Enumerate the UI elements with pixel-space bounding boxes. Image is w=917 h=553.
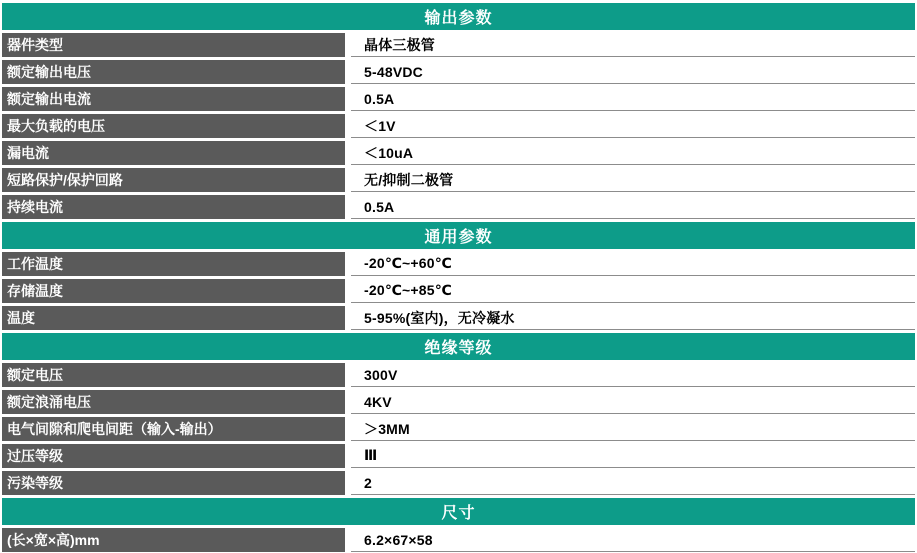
section-title: 绝缘等级 (424, 340, 493, 357)
row-label: 持续电流 (2, 195, 345, 219)
section-header (2, 222, 915, 249)
row-label: 漏电流 (2, 141, 345, 165)
table-row (2, 114, 915, 138)
row-value: 晶体三极管 (351, 33, 915, 57)
row-value: Ⅲ (351, 444, 915, 468)
row-value: -20℃~+85℃ (351, 279, 915, 303)
table-row (2, 168, 915, 192)
section-title: 通用参数 (424, 229, 493, 246)
row-value: -20℃~+60℃ (351, 252, 915, 276)
row-value: 6.2×67×58 (351, 528, 915, 552)
table-row (2, 141, 915, 165)
row-label: 额定输出电流 (2, 87, 345, 111)
section-title: 输出参数 (424, 10, 493, 27)
row-value: 0.5A (351, 195, 915, 219)
row-value: 5-48VDC (351, 60, 915, 84)
table-row (2, 60, 915, 84)
row-value: 300V (351, 363, 915, 387)
row-value: 2 (351, 471, 915, 495)
row-label: 额定输出电压 (2, 60, 345, 84)
row-label: 温度 (2, 306, 345, 330)
row-label: 存储温度 (2, 279, 345, 303)
row-label: 电气间隙和爬电间距（输入-输出） (2, 417, 345, 441)
row-label: 额定电压 (2, 363, 345, 387)
table-row (2, 528, 915, 552)
table-row (2, 363, 915, 387)
section-header (2, 3, 915, 30)
spec-table (2, 3, 915, 552)
table-row (2, 33, 915, 57)
row-label: 额定浪涌电压 (2, 390, 345, 414)
row-value: ＜1V (351, 114, 915, 138)
row-value: ＜10uA (351, 141, 915, 165)
table-row (2, 417, 915, 441)
row-label: 最大负载的电压 (2, 114, 345, 138)
table-row (2, 195, 915, 219)
row-label: 器件类型 (2, 33, 345, 57)
section-header (2, 333, 915, 360)
table-row (2, 471, 915, 495)
row-value: 4KV (351, 390, 915, 414)
section-title: 尺寸 (441, 505, 476, 522)
row-value: ＞3MM (351, 417, 915, 441)
row-label: 过压等级 (2, 444, 345, 468)
table-row (2, 252, 915, 276)
row-label: (长×宽×高)mm (2, 528, 345, 552)
row-label: 污染等级 (2, 471, 345, 495)
table-row (2, 306, 915, 330)
row-value: 无/抑制二极管 (351, 168, 915, 192)
table-row (2, 279, 915, 303)
table-row (2, 87, 915, 111)
row-value: 5-95%(室内)，无冷凝水 (351, 306, 915, 330)
table-row (2, 390, 915, 414)
row-label: 工作温度 (2, 252, 345, 276)
table-row (2, 444, 915, 468)
row-value: 0.5A (351, 87, 915, 111)
row-label: 短路保护/保护回路 (2, 168, 345, 192)
section-header (2, 498, 915, 525)
